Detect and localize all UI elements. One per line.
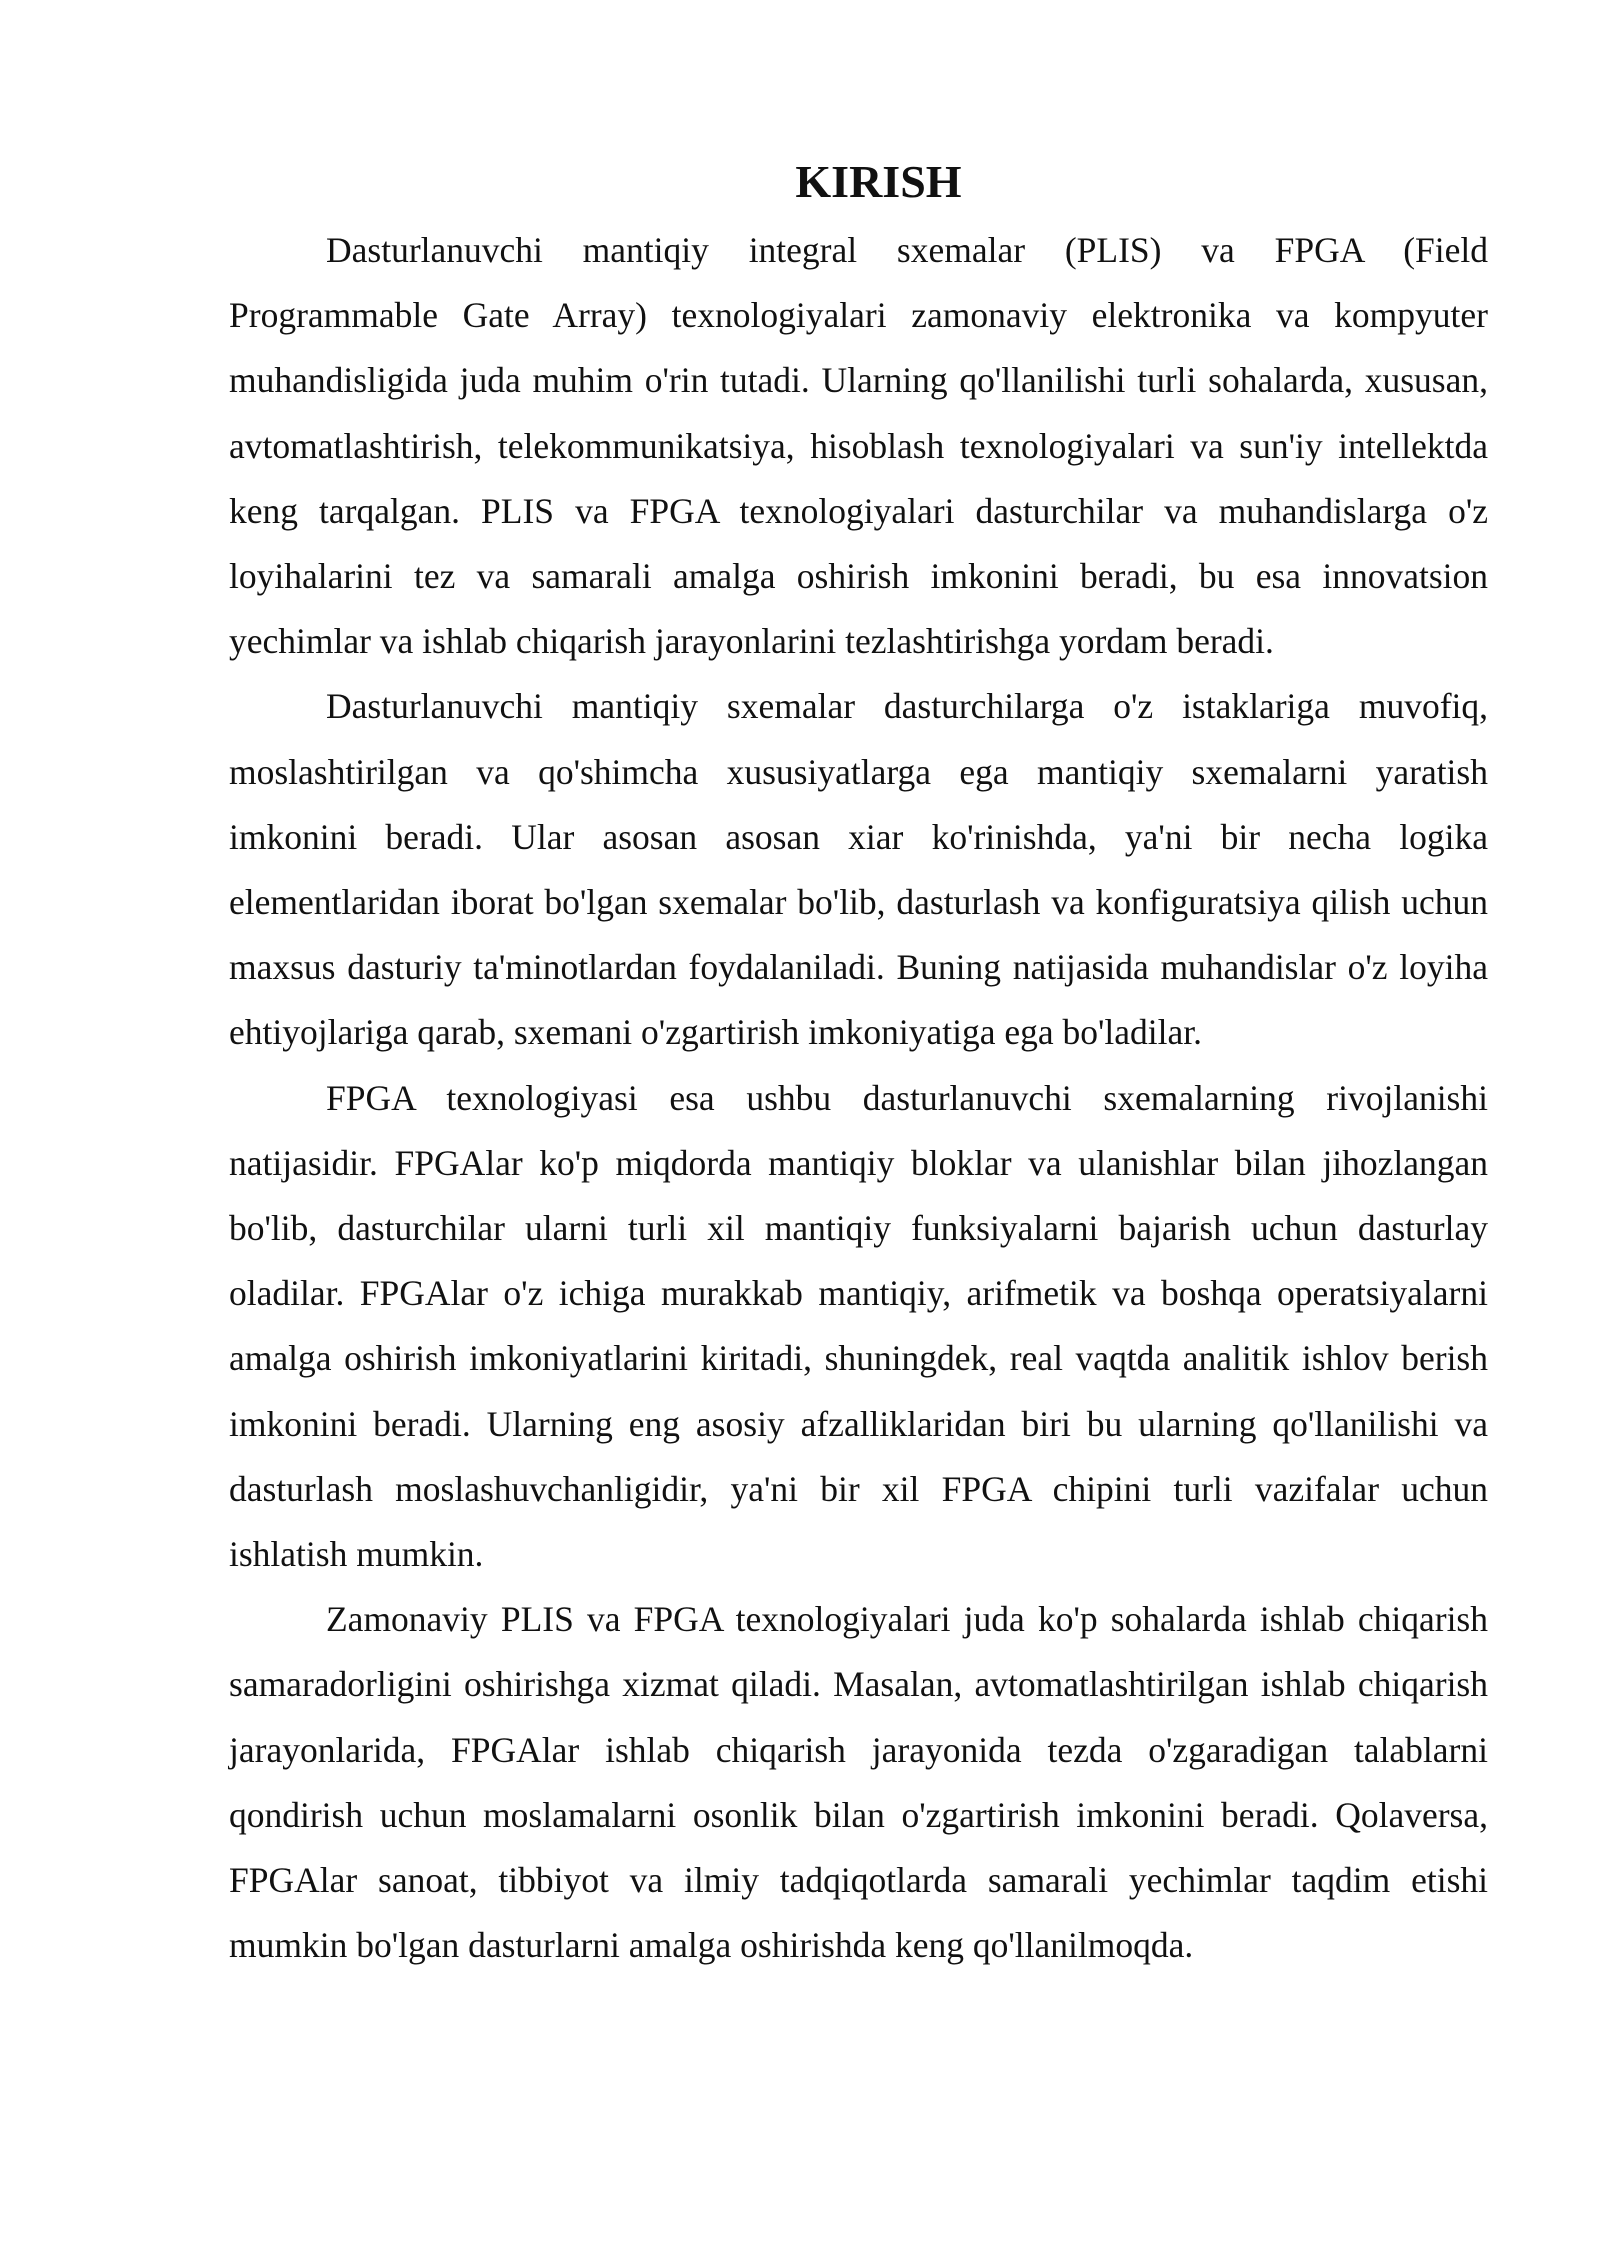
document-body <box>229 150 1488 1978</box>
paragraph-3: FPGA texnologiyasi esa ushbu dasturlanuvchi sxemalarning rivojlanishi natijasidir. FPGAlar ko'p miqdorda mantiqiy bloklar va ulanishlar bilan jihozlangan bo'lib, dasturchilar ularni turli xil mantiqiy funksiyalarni bajarish uchun dasturlay oladilar. FPGAlar o'z ichiga murakkab mantiqiy, arifmetik va boshqa operatsiyalarni amalga oshirish imkoniyatlarini kiritadi, shuningdek, real vaqtda analitik ishlov berish imkonini beradi. Ularning eng asosiy afzalliklaridan biri bu ularning qo'llanilishi va dasturlash moslashuvchanligidir, ya'ni bir xil FPGA chipini turli vazifalar uchun ishlatish mumkin. <box>229 1077 1488 1575</box>
document-title: KIRISH <box>795 156 962 207</box>
paragraph-4: Zamonaviy PLIS va FPGA texnologiyalari juda ko'p sohalarda ishlab chiqarish samaradorligini oshirishga xizmat qiladi. Masalan, avtomatlashtirilgan ishlab chiqarish jarayonlarida, FPGAlar ishlab chiqarish jarayonida tezda o'zgaradigan talablarni qondirish uchun moslamalarni osonlik bilan o'zgartirish imkonini beradi. Qolaversa, FPGAlar sanoat, tibbiyot va ilmiy tadqiqotlarda samarali yechimlar taqdim etishi mumkin bo'lgan dasturlarni amalga oshirishda keng qo'llanilmoqda. <box>229 1599 1488 1966</box>
paragraph-1: Dasturlanuvchi mantiqiy integral sxemalar (PLIS) va FPGA (Field Programmable Gate Array) texnologiyalari zamonaviy elektronika va kompyuter muhandisligida juda muhim o'rin tutadi. Ularning qo'llanilishi turli sohalarda, xususan, avtomatlashtirish, telekommunikatsiya, hisoblash texnologiyalari va sun'iy intellektda keng tarqalgan. PLIS va FPGA texnologiyalari dasturchilar va muhandislarga o'z loyihalarini tez va samarali amalga oshirish imkonini beradi, bu esa innovatsion yechimlar va ishlab chiqarish jarayonlarini tezlashtirishga yordam beradi. <box>229 230 1488 662</box>
paragraph-2: Dasturlanuvchi mantiqiy sxemalar dasturchilarga o'z istaklariga muvofiq, moslashtirilgan va qo'shimcha xususiyatlarga ega mantiqiy sxemalarni yaratish imkonini beradi. Ular asosan asosan xiar ko'rinishda, ya'ni bir necha logika elementlaridan iborat bo'lgan sxemalar bo'lib, dasturlash va konfiguratsiya qilish uchun maxsus dasturiy ta'minotlardan foydalaniladi. Buning natijasida muhandislar o'z loyiha ehtiyojlariga qarab, sxemani o'zgartirish imkoniyatiga ega bo'ladilar. <box>229 686 1488 1053</box>
